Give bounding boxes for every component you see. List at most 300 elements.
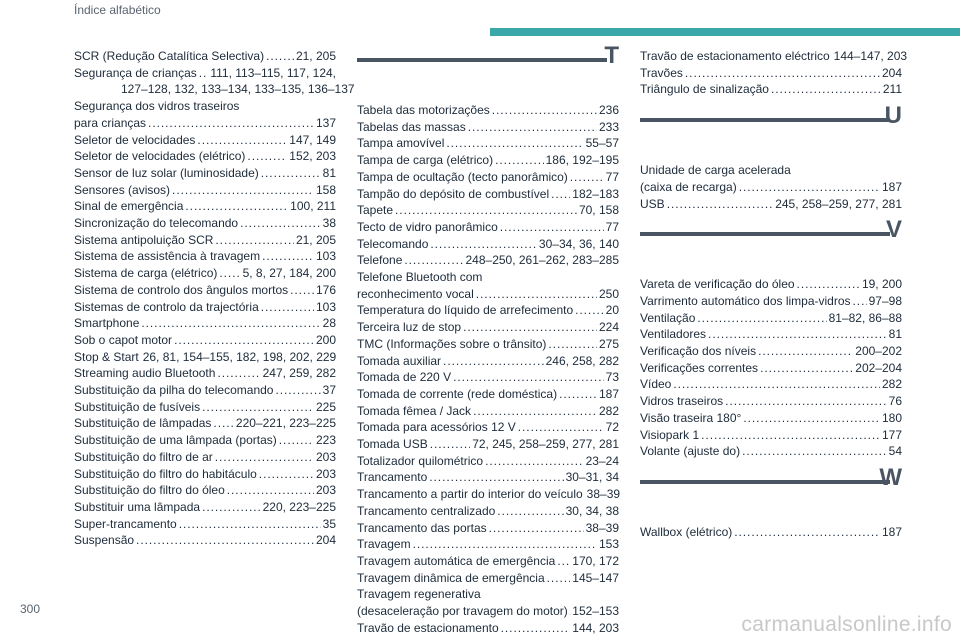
dot-leader — [734, 524, 880, 541]
entry-term: Sistema de carga (elétrico) — [74, 266, 218, 281]
entry-term: Visão traseira 180° — [640, 410, 742, 425]
entry-term: Sistema de controlo dos ângulos mortos — [74, 282, 289, 297]
dot-leader — [261, 299, 314, 316]
entry-pages: 204 — [881, 65, 902, 80]
dot-leader — [743, 410, 880, 427]
entry-term: Sistemas de controlo da trajectória — [74, 299, 259, 314]
dot-leader — [758, 343, 853, 360]
index-entry — [640, 427, 902, 444]
entry-pages: 187 — [881, 179, 902, 194]
dot-leader — [548, 336, 597, 353]
index-entry — [357, 486, 619, 503]
entry-term: Trancamento centralizado — [357, 503, 496, 518]
dot-leader — [771, 81, 881, 98]
entry-pages: 203 — [315, 483, 336, 498]
index-entry — [74, 115, 336, 132]
index-entry — [357, 319, 619, 336]
dot-leader — [213, 415, 233, 432]
entry-term: Vidros traseiros — [640, 394, 724, 409]
dot-leader — [701, 427, 880, 444]
dot-leader — [215, 232, 294, 249]
dot-leader — [174, 332, 314, 349]
header-accent-bar — [490, 28, 960, 36]
index-entry-line: Travagem regenerativa — [357, 587, 481, 602]
index-entry-line: Segurança dos vidros traseiros — [74, 99, 240, 114]
entry-term: Totalizador quilométrico — [357, 453, 484, 468]
index-entry-line: Unidade de carga acelerada — [640, 163, 791, 178]
dot-leader — [413, 536, 597, 553]
index-entry — [357, 469, 619, 486]
dot-leader — [136, 532, 314, 549]
entry-term: para crianças — [74, 115, 147, 130]
index-entry — [74, 265, 336, 282]
dot-leader — [240, 215, 321, 232]
index-entry-line: Telefone Bluetooth com — [357, 270, 483, 285]
index-entry — [74, 132, 336, 149]
section-header — [640, 216, 902, 276]
entry-pages: 28 — [322, 316, 336, 331]
index-entry — [357, 169, 619, 186]
index-entry — [74, 182, 336, 199]
entry-pages: 20 — [605, 303, 619, 318]
entry-term: Verificações correntes — [640, 360, 759, 375]
entry-pages: 38–39 — [586, 487, 621, 502]
index-entry — [640, 48, 908, 65]
dot-leader — [500, 219, 604, 236]
entry-term: Substituição do filtro de ar — [74, 449, 213, 464]
dot-leader — [197, 132, 287, 149]
entry-term: USB — [640, 196, 665, 211]
dot-leader — [279, 432, 314, 449]
entry-term: Ventiladores — [640, 327, 707, 342]
entry-pages: 176 — [315, 282, 336, 297]
entry-term: Tecto de vidro panorâmico — [357, 219, 498, 234]
entry-pages: 81 — [888, 327, 902, 342]
entry-pages: 100, 211 — [290, 199, 336, 214]
entry-pages: 187 — [881, 524, 902, 539]
index-entry — [357, 152, 619, 169]
entry-pages: 30, 34, 38 — [565, 503, 619, 518]
index-entry — [357, 102, 619, 119]
index-entry — [74, 282, 336, 299]
index-entry-line: 127–128, 132, 133–134, 133–135, 136–137 — [121, 82, 355, 97]
entry-pages: 103 — [315, 249, 336, 264]
entry-pages: 153 — [598, 537, 619, 552]
entry-term: Tampa de ocultação (tecto panorâmico) — [357, 169, 568, 184]
dot-leader — [261, 165, 321, 182]
index-entry — [74, 415, 336, 432]
index-column-3 — [640, 48, 908, 541]
index-entry — [357, 135, 619, 152]
entry-pages: 233 — [598, 119, 619, 134]
entry-pages: 30–34, 36, 140 — [538, 236, 619, 251]
dot-leader — [547, 570, 571, 587]
entry-term: SCR (Redução Catalítica Selectiva) — [74, 49, 265, 63]
entry-term: Tomada de corrente (rede doméstica) — [357, 386, 558, 401]
entry-pages: 137 — [315, 115, 336, 130]
entry-pages: 103 — [315, 299, 336, 314]
entry-pages: 170, 172 — [572, 553, 619, 568]
entry-term: Seletor de velocidades (elétrico) — [74, 149, 246, 164]
index-entry — [357, 520, 619, 537]
entry-pages: 73 — [605, 370, 619, 385]
section-divider — [357, 58, 607, 62]
entry-pages: 5, 8, 27, 184, 200 — [242, 266, 336, 281]
section-letter: T — [604, 42, 619, 69]
entry-pages: 177 — [881, 427, 902, 442]
entry-pages: 38 — [322, 216, 336, 231]
entry-term: Volante (ajuste do) — [640, 444, 741, 459]
index-entry — [74, 466, 336, 483]
entry-pages: 246, 258, 282 — [545, 353, 619, 368]
entry-term: Substituir uma lâmpada — [74, 499, 201, 514]
section-divider — [640, 232, 890, 236]
entry-pages: 70, 158 — [578, 203, 619, 218]
entry-pages: 180 — [881, 410, 902, 425]
index-entry — [74, 332, 336, 349]
entry-term: Tapete — [357, 203, 394, 218]
entry-term: Sob o capot motor — [74, 332, 173, 347]
entry-pages: 282 — [598, 403, 619, 418]
index-entry — [640, 81, 902, 98]
dot-leader — [290, 282, 314, 299]
page-number: 300 — [20, 602, 41, 616]
index-entry — [74, 248, 336, 265]
dot-leader — [259, 466, 314, 483]
entry-pages: 158 — [315, 182, 336, 197]
index-entry — [640, 326, 902, 343]
index-entry — [357, 302, 619, 319]
entry-term: Substituição de uma lâmpada (portas) — [74, 433, 277, 448]
dot-leader — [172, 182, 314, 199]
entry-term: Tomada fêmea / Jack — [357, 403, 472, 418]
dot-leader — [697, 310, 826, 327]
index-entry — [74, 349, 336, 366]
entry-term: Temperatura do líquido de arrefecimento — [357, 303, 574, 318]
index-entry — [640, 393, 902, 410]
entry-pages: 72, 245, 258–259, 277, 281 — [472, 437, 619, 452]
entry-pages: 76 — [888, 394, 902, 409]
index-entry — [357, 252, 619, 269]
entry-pages: 97–98 — [868, 293, 902, 308]
entry-pages: 223 — [315, 433, 336, 448]
entry-pages: 202–204 — [855, 360, 902, 375]
entry-term: Tabela das motorizações — [357, 103, 490, 117]
index-entry — [74, 399, 336, 416]
entry-term: Travão de estacionamento eléctrico — [640, 49, 830, 63]
dot-leader — [202, 499, 261, 516]
index-entry — [357, 603, 619, 620]
entry-pages: 187 — [598, 386, 619, 401]
entry-term: Tampa de carga (elétrico) — [357, 153, 494, 168]
entry-pages: 282 — [881, 377, 902, 392]
dot-leader — [497, 503, 563, 520]
entry-pages: 247, 259, 282 — [262, 366, 336, 381]
index-entry — [357, 336, 619, 353]
entry-term: Terceira luz de stop — [357, 320, 462, 335]
entry-term: Telecomando — [357, 236, 429, 251]
dot-leader — [570, 169, 604, 186]
dot-leader — [446, 135, 583, 152]
dot-leader — [463, 319, 597, 336]
entry-term: Tomada USB — [357, 437, 428, 452]
entry-pages: 182–183 — [572, 186, 619, 201]
entry-term: Sinal de emergência — [74, 199, 184, 214]
entry-term: Vareta de verificação do óleo — [640, 277, 795, 292]
section-letter: W — [879, 463, 902, 491]
entry-term: Trancamento a partir do interior do veículo — [357, 487, 583, 502]
index-entry — [74, 65, 336, 82]
entry-term: Suspensão — [74, 533, 135, 548]
index-column-2 — [357, 42, 621, 637]
dot-leader — [559, 386, 597, 403]
entry-pages: 23–24 — [585, 453, 619, 468]
dot-leader — [141, 315, 320, 332]
entry-pages: 220, 223–225 — [262, 499, 336, 514]
index-entry — [357, 386, 619, 403]
dot-leader — [489, 520, 584, 537]
index-entry — [640, 276, 902, 293]
entry-pages: 38–39 — [585, 520, 619, 535]
entry-pages: 21, 205 — [295, 49, 336, 63]
dot-leader — [185, 198, 288, 215]
dot-leader — [179, 516, 321, 533]
dot-leader — [673, 376, 880, 393]
entry-term: Substituição de lâmpadas — [74, 416, 212, 431]
entry-pages: 225 — [315, 399, 336, 414]
section-divider — [640, 118, 890, 122]
index-entry — [74, 48, 336, 65]
entry-pages: 81–82, 86–88 — [828, 310, 902, 325]
index-entry — [640, 179, 902, 196]
entry-pages: 37 — [322, 383, 336, 398]
index-entry — [640, 443, 902, 460]
dot-leader — [227, 482, 314, 499]
dot-leader — [247, 148, 287, 165]
dot-leader — [217, 365, 260, 382]
dot-leader — [219, 265, 240, 282]
entry-term: Tabelas das massas — [357, 119, 466, 134]
entry-term: Trancamento das portas — [357, 520, 487, 535]
dot-leader — [570, 603, 571, 620]
entry-term: Tampa amovível — [357, 136, 445, 151]
entry-term: Tampão do depósito de combustível — [357, 186, 550, 201]
entry-pages: 72 — [605, 420, 619, 435]
entry-term: Triângulo de sinalização — [640, 82, 769, 97]
entry-pages: 224 — [598, 320, 619, 335]
entry-term: Verificação dos níveis — [640, 344, 757, 359]
entry-term: Varrimento automático dos limpa-vidros — [640, 293, 851, 308]
entry-term: Streaming audio Bluetooth — [74, 366, 216, 381]
index-entry — [357, 436, 619, 453]
entry-term: Telefone — [357, 253, 403, 268]
index-entry — [74, 382, 336, 399]
dot-leader — [853, 293, 867, 310]
index-entry — [640, 65, 902, 82]
index-entry — [74, 315, 336, 332]
dot-leader — [148, 115, 314, 132]
dot-leader — [395, 202, 577, 219]
index-entry — [357, 353, 619, 370]
entry-term: Substituição do filtro do habitáculo — [74, 466, 257, 481]
dot-leader — [404, 252, 463, 269]
index-entry — [640, 196, 902, 213]
entry-term: Travão de estacionamento — [357, 620, 499, 635]
entry-term: Seletor de velocidades — [74, 132, 196, 147]
section-divider — [640, 480, 890, 484]
index-entry — [74, 365, 336, 382]
entry-term: Super-trancamento — [74, 516, 177, 531]
dot-leader — [430, 436, 470, 453]
entry-term: Tomada para acessórios 12 V — [357, 420, 516, 435]
entry-pages: 152, 203 — [289, 149, 336, 164]
dot-leader — [476, 286, 597, 303]
entry-pages: 248–250, 261–262, 283–285 — [465, 253, 619, 268]
entry-term: Visiopark 1 — [640, 427, 700, 442]
index-entry — [357, 419, 619, 436]
dot-leader — [429, 469, 563, 486]
entry-pages: 30–31, 34 — [565, 470, 619, 485]
entry-term: Wallbox (elétrico) — [640, 524, 733, 539]
entry-pages: 55–57 — [585, 136, 619, 151]
index-entry — [640, 293, 902, 310]
dot-leader — [473, 403, 597, 420]
dot-leader — [215, 449, 314, 466]
section-header — [640, 463, 902, 524]
index-entry — [357, 553, 619, 570]
index-entry — [74, 215, 336, 232]
dot-leader — [739, 179, 880, 196]
entry-pages: 275 — [598, 336, 619, 351]
section-letter: V — [885, 216, 902, 244]
entry-pages: 245, 258–259, 277, 281 — [775, 196, 902, 211]
index-entry — [640, 524, 902, 541]
dot-leader — [708, 326, 887, 343]
index-entry — [357, 286, 619, 303]
index-entry — [74, 516, 336, 533]
entry-pages: 152–153 — [572, 604, 619, 619]
dot-leader — [501, 620, 571, 637]
index-entry — [74, 499, 336, 516]
entry-term: Tomada de 220 V — [357, 370, 452, 385]
dot-leader — [575, 302, 604, 319]
entry-pages: 81 — [322, 165, 336, 180]
index-entry — [357, 453, 619, 470]
index-column-1 — [74, 48, 355, 549]
entry-pages: 203 — [315, 449, 336, 464]
entry-term: Travagem automática de emergência — [357, 553, 556, 568]
entry-term: Travagem — [357, 537, 411, 552]
index-entry — [74, 449, 336, 466]
entry-term: Travagem dinâmica de emergência — [357, 570, 545, 585]
entry-pages: 220–221, 223–225 — [235, 416, 336, 431]
dot-leader — [468, 119, 597, 136]
entry-term: Vídeo — [640, 377, 672, 392]
index-entry — [640, 310, 902, 327]
index-entry — [640, 343, 902, 360]
entry-pages: 26, 81, 154–155, 182, 198, 202, 229 — [142, 349, 337, 364]
dot-leader — [430, 236, 537, 253]
index-entry — [640, 360, 902, 377]
entry-pages: 200 — [315, 332, 336, 347]
dot-leader — [685, 65, 880, 82]
entry-pages: 111, 113–115, 117, 124, — [210, 65, 336, 80]
index-entry — [357, 186, 619, 203]
entry-pages: 144–147, 203 — [833, 49, 908, 63]
entry-term: Segurança de crianças — [74, 65, 197, 80]
entry-pages: 54 — [888, 444, 902, 459]
entry-term: Substituição do filtro do óleo — [74, 483, 225, 498]
index-entry — [357, 219, 619, 236]
index-entry — [74, 299, 336, 316]
entry-term: Sensor de luz solar (luminosidade) — [74, 165, 259, 180]
entry-term: TMC (Informações sobre o trânsito) — [357, 336, 547, 351]
index-entry — [357, 570, 619, 587]
dot-leader — [266, 48, 294, 65]
entry-pages: 145–147 — [572, 570, 619, 585]
index-entry — [640, 376, 902, 393]
dot-leader — [492, 102, 597, 119]
index-entry — [357, 369, 619, 386]
entry-term: Ventilação — [640, 310, 696, 325]
dot-leader — [742, 443, 887, 460]
dot-leader — [495, 152, 544, 169]
entry-term: Travões — [640, 65, 683, 80]
entry-pages: 250 — [598, 286, 619, 301]
entry-term: Substituição da pilha do telecomando — [74, 383, 274, 398]
dot-leader — [202, 399, 314, 416]
index-entry — [74, 198, 336, 215]
dot-leader — [485, 453, 584, 470]
dot-leader — [518, 419, 604, 436]
dot-leader — [760, 360, 853, 377]
section-header — [640, 102, 902, 162]
index-entry — [357, 119, 619, 136]
entry-term: Smartphone — [74, 316, 140, 331]
entry-pages: 211 — [882, 82, 902, 97]
dot-leader — [551, 186, 570, 203]
entry-term: reconhecimento vocal — [357, 286, 474, 301]
dot-leader — [725, 393, 886, 410]
dot-leader — [275, 382, 320, 399]
entry-term: (desaceleração por travagem do motor) — [357, 604, 568, 619]
entry-pages: 77 — [605, 169, 619, 184]
index-entry — [74, 148, 336, 165]
entry-pages: 147, 149 — [289, 132, 336, 147]
index-entry — [357, 403, 619, 420]
index-entry — [357, 503, 619, 520]
watermark: carmanualsonline.info — [741, 613, 952, 636]
entry-pages: 200–202 — [855, 344, 902, 359]
entry-term: Sistema de assistência à travagem — [74, 249, 261, 264]
dot-leader — [797, 276, 860, 293]
index-entry — [357, 202, 619, 219]
dot-leader — [262, 248, 314, 265]
index-entry — [74, 432, 336, 449]
entry-pages: 186, 192–195 — [545, 153, 619, 168]
dot-leader — [453, 369, 604, 386]
dot-leader — [443, 353, 544, 370]
entry-pages: 21, 205 — [295, 232, 336, 247]
index-entry — [357, 536, 619, 553]
dot-leader — [199, 65, 209, 82]
entry-term: Sincronização do telecomando — [74, 216, 239, 231]
index-entry — [357, 236, 619, 253]
entry-pages: 35 — [322, 516, 336, 531]
section-letter: U — [884, 102, 902, 130]
dot-leader — [667, 196, 774, 213]
index-entry — [74, 532, 336, 549]
